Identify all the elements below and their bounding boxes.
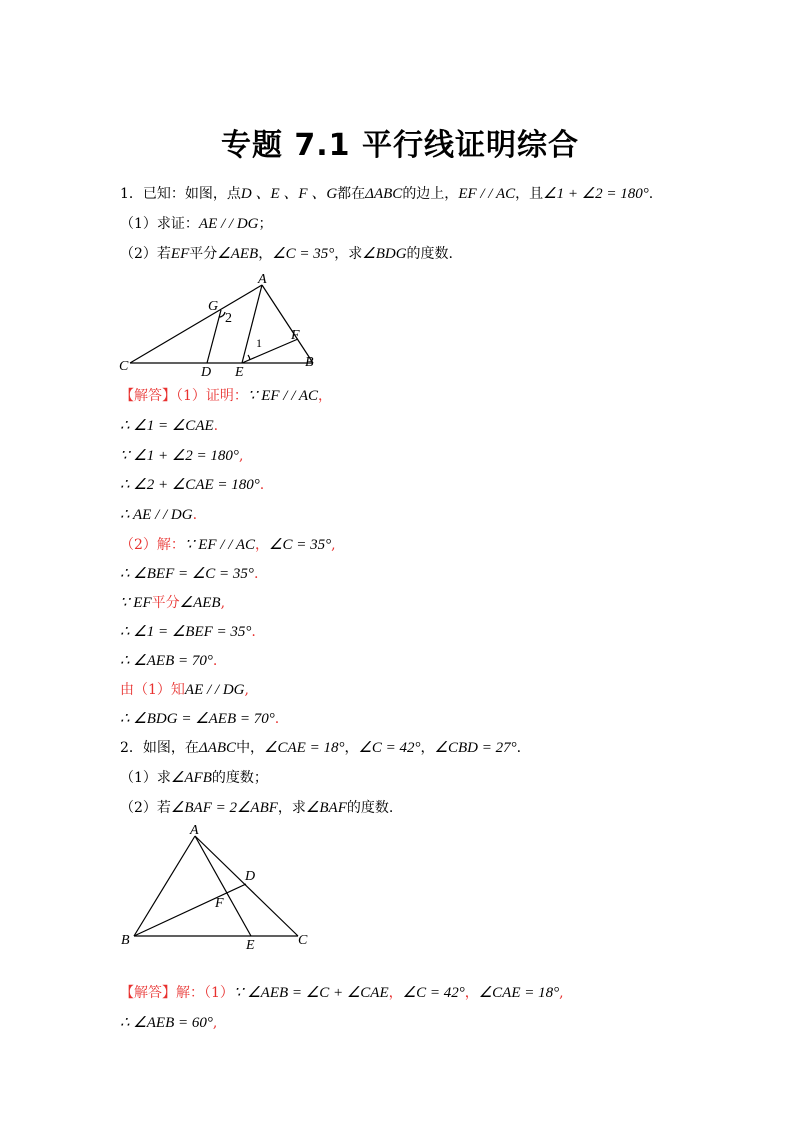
label-F: F xyxy=(291,328,300,343)
label-A: A xyxy=(258,272,267,287)
q2-stem-text-4: ， xyxy=(420,740,435,756)
sol1-line-5 xyxy=(120,505,197,525)
sol1-comma: , xyxy=(331,537,336,553)
label-B: B xyxy=(121,933,130,948)
sol2-comma: ， xyxy=(464,985,479,1001)
sol1-math-1: ∵ EF / / AC xyxy=(247,388,319,404)
sol1-math-7: ∴ ∠BEF = ∠C = 35° xyxy=(120,566,254,582)
sol1-math-6b: ∠C = 35° xyxy=(269,537,332,553)
q2-stem-text-3: ， xyxy=(344,740,359,756)
q1-part2-text-3: ， xyxy=(258,246,273,262)
q2-part1 xyxy=(120,768,268,788)
sol1-math-4: ∴ ∠2 + ∠CAE = 180° xyxy=(120,477,260,493)
q1-period: . xyxy=(648,186,654,202)
sol1-line-3 xyxy=(120,446,243,466)
q1-figure xyxy=(115,272,325,382)
q1-points: D 、E 、F 、G xyxy=(240,186,338,202)
q1-part2-text-2: 平分 xyxy=(189,246,218,262)
q2-angle-cbd: ∠CBD = 27° xyxy=(434,740,517,756)
q1-stem-text-3: 的边上， xyxy=(402,186,459,202)
q1-stem-text: 1．已知：如图，点 xyxy=(120,186,241,202)
q2-angle-c: ∠C = 42° xyxy=(358,740,421,756)
sol1-math-2: ∴ ∠1 = ∠CAE xyxy=(120,418,214,434)
q1-part2 xyxy=(120,244,453,264)
label-E: E xyxy=(235,365,244,380)
sol1-dot: . xyxy=(274,711,280,727)
label-C: C xyxy=(119,359,129,374)
sol1-math-5: ∴ AE / / DG xyxy=(120,507,193,523)
sol1-math-9: ∴ ∠1 = ∠BEF = 35° xyxy=(120,624,252,640)
sol2-comma: , xyxy=(559,985,564,1001)
q1-stem-text-2: 都在 xyxy=(337,186,366,202)
sol1-dot: . xyxy=(251,624,256,640)
q1-stem-text-4: ，且 xyxy=(515,186,544,202)
sol2-math-1c: ∠CAE = 18° xyxy=(478,985,560,1001)
q2-part2 xyxy=(120,798,393,818)
q1-triangle: ΔABC xyxy=(365,186,403,202)
sol1-dot: . xyxy=(259,477,265,493)
label-F: F xyxy=(215,896,224,911)
sol1-line-9 xyxy=(120,622,256,642)
sol1-dot: . xyxy=(212,653,218,669)
q2-triangle: ΔABC xyxy=(198,740,237,756)
q1-part1-end: ； xyxy=(258,216,273,232)
q2-angle-cae: ∠CAE = 18° xyxy=(264,740,345,756)
q2-part1-math: ∠AFB xyxy=(170,770,212,786)
q2-stem-text-2: 中， xyxy=(236,740,265,756)
sol1-line-6 xyxy=(120,535,336,555)
q1-part1-math: AE / / DG xyxy=(198,216,259,232)
sol1-line-2 xyxy=(120,416,218,436)
sol1-line-4 xyxy=(120,475,264,495)
sol2-line-1 xyxy=(120,983,564,1003)
q2-period: . xyxy=(516,740,522,756)
sol2-line-2 xyxy=(120,1013,217,1033)
q2-part1-text: （1）求 xyxy=(120,770,171,786)
q2-part2-math-2: ∠BAF xyxy=(305,800,347,816)
sol1-dot: . xyxy=(192,507,198,523)
label-2: 2 xyxy=(225,311,232,326)
q1-part2-math: EF xyxy=(170,246,190,262)
sol2-comma: , xyxy=(212,1015,218,1031)
sol1-line-7 xyxy=(120,564,258,584)
q1-part1-text: （1）求证： xyxy=(120,216,199,232)
sol1-bisect-text: 平分 xyxy=(151,595,180,611)
q2-part2-text-2: ，求 xyxy=(277,800,306,816)
sol1-line-1 xyxy=(120,386,332,406)
label-A: A xyxy=(190,823,199,838)
sol1-line-12 xyxy=(120,709,279,729)
label-D: D xyxy=(245,869,256,884)
sol1-math-6: ∵ EF / / AC xyxy=(184,537,256,553)
sol1-comma: , xyxy=(220,595,226,611)
sol1-heading: 【解答】（1）证明： xyxy=(120,388,248,404)
q1-part2-math-4: ∠BDG xyxy=(362,246,407,262)
label-C: C xyxy=(298,933,308,948)
sol2-math-1b: ∠C = 42° xyxy=(402,985,465,1001)
sol1-dot: . xyxy=(253,566,259,582)
sol1-heading-2: （2）解： xyxy=(120,537,185,553)
sol1-dot: . xyxy=(213,418,219,434)
q2-part2-math: ∠BAF = 2∠ABF xyxy=(170,800,278,816)
q1-part2-math-3: ∠C = 35° xyxy=(272,246,335,262)
q1-stem xyxy=(120,184,653,204)
q2-part2-text: （2）若 xyxy=(120,800,171,816)
sol2-math-1: ∵ ∠AEB = ∠C + ∠CAE xyxy=(233,985,389,1001)
q2-stem-text: 2．如图，在 xyxy=(120,740,199,756)
sol1-line-8 xyxy=(120,593,225,613)
sol2-comma: ， xyxy=(388,985,403,1001)
sol2-heading: 【解答】解：（1） xyxy=(120,985,234,1001)
label-E: E xyxy=(246,938,255,952)
q2-part1-end: 的度数； xyxy=(211,770,268,786)
label-B: B xyxy=(305,355,314,370)
sol2-math-2: ∴ ∠AEB = 60° xyxy=(120,1015,213,1031)
q1-part1 xyxy=(120,214,273,234)
q2-part2-end: 的度数. xyxy=(346,800,394,816)
sol1-comma: ， xyxy=(255,537,270,553)
sol1-math-8b: ∠AEB xyxy=(179,595,221,611)
label-G: G xyxy=(208,299,219,314)
label-1: 1 xyxy=(256,336,262,350)
q2-figure xyxy=(115,822,315,952)
sol1-from-part1: 由（1）知 xyxy=(120,682,185,698)
sol1-comma: , xyxy=(244,682,249,698)
page-title: 专题 7.1 平行线证明综合 xyxy=(220,128,580,163)
sol1-math-3: ∵ ∠1 + ∠2 = 180° xyxy=(120,448,239,464)
q2-stem xyxy=(120,738,521,758)
sol1-math-10: ∴ ∠AEB = 70° xyxy=(120,653,213,669)
q1-parallel: EF / / AC xyxy=(458,186,516,202)
q1-angle-sum: ∠1 + ∠2 = 180° xyxy=(543,186,649,202)
label-D: D xyxy=(201,365,212,380)
q1-part2-text: （2）若 xyxy=(120,246,171,262)
sol1-line-10 xyxy=(120,651,217,671)
sol1-math-8: ∵ EF xyxy=(120,595,152,611)
sol1-math-12: ∴ ∠BDG = ∠AEB = 70° xyxy=(120,711,275,727)
q1-part2-text-4: ，求 xyxy=(334,246,363,262)
q1-part2-end: 的度数. xyxy=(406,246,453,262)
q1-part2-math-2: ∠AEB xyxy=(217,246,259,262)
sol1-math-11: AE / / DG xyxy=(184,682,245,698)
sol1-line-11 xyxy=(120,680,249,700)
sol1-comma: ， xyxy=(318,388,333,404)
sol1-comma: , xyxy=(238,448,244,464)
